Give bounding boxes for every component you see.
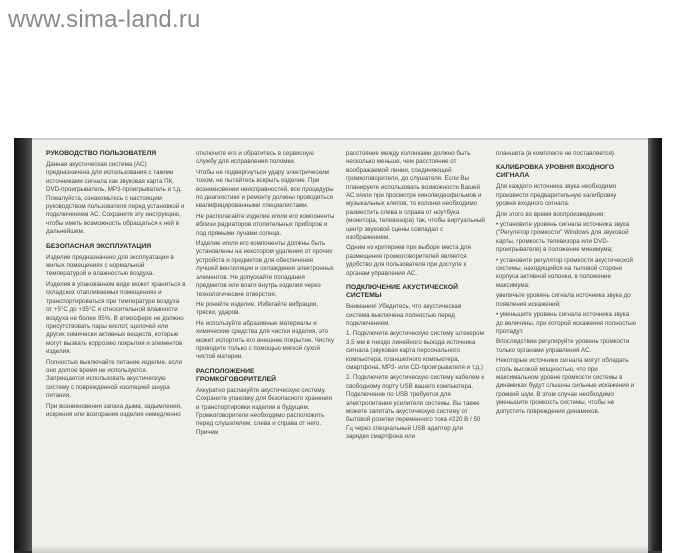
paragraph: Аккуратно распакуйте акустическую систему. Сохраните упаковку для безопасного хранения и транспортировки изделия в будущем. Громкоговорители необходимо расположить перед слушателем, слева и справа от него. Причем <box>196 386 332 436</box>
paragraph: Чтобы не подвергнуться удару электрическим током, не пытайтесь вскрыть изделие. При возникновении неисправностей, все процедуры по диагностике и ремонту должны проводиться квалифицированными специалистами. <box>196 168 334 210</box>
paragraph: • уменьшите уровень сигнала источника звука до величины, при которой искажения полностью пропадут. <box>496 311 636 335</box>
paragraph: • установите уровень сигнала источника звука ("Регулятор громкости" Windows для звуковой карты, громкость телевизора или DVD-проигрывателя) в положение минимума; <box>496 221 630 254</box>
paragraph: Изделие предназначено для эксплуатации в жилых помещениях с нормальной температурой и влажностью воздуха. <box>46 253 174 278</box>
box-bottom-shadow <box>32 545 648 553</box>
paragraph: 2. Подключите акустическую систему кабелем к свободному порту USB вашего компьютера. Подключение по USB требуется для электропитания усилителя системы. Вы также можете запитать акустическую систему от бытовой розетки переменного тока #220 В / 50 Гц через специальный USB адаптер для зарядки смартфона или <box>346 374 485 441</box>
section-heading: КАЛИБРОВКА УРОВНЯ ВХОДНОГО СИГНАЛА <box>496 164 615 180</box>
paragraph: 1. Подключите акустическую систему штекером 3,5 мм в гнездо линейного выхода источника сигнала (звуковая карта персонального компьютера, планшетного компьютера, смартфона, MP3- или CD-проигрывателя и т.д.) <box>346 330 484 371</box>
paragraph: Одним из критериев при выборе места для размещения громкоговорителей является удобство для пользователя при доступе к органам управления АС. <box>346 244 471 277</box>
column-3 <box>346 150 486 550</box>
watermark-text: www.sima-land.ru <box>8 6 201 33</box>
paragraph: Полностью выключайте питание изделие, если оно долгое время не используется. Запрещается использовать акустическую систему с поврежденной изоляцией шнура питания. <box>46 358 182 400</box>
paragraph: Изделия в упакованном виде может храниться в складских отапливаемых помещениях и транспортироваться при температуре воздуха от +5°С до +35°С и относительной влажности воздуха не более 95%. В атмосфере не должно присутствовать пары кислот, щелочей или других химически активных веществ, которые могут вызвать коррозию покрытия и элементов изделия. <box>46 280 186 356</box>
paragraph: расстояние между колонками должно быть несколько меньше, чем расстояние от воображаемой линии, соединяющей громкоговорители, до слушателя. Если Вы планируете использовать возможности Вашей АС и/или при просмотре кино/видеофильмов и музыкальных клипов, то колонки необходимо разместить слева и справа от ноутбука (монитора, телевизора) так, чтобы виртуальный центр звуковой сцены совпадал с изображением. <box>346 150 485 242</box>
paragraph: планшета (в комплекте не поставляется). <box>496 150 616 157</box>
section-heading: РАСПОЛОЖЕНИЕ ГРОМКОГОВОРИТЕЛЕЙ <box>196 367 277 383</box>
paragraph: Не располагайте изделие и/или его компоненты вблизи радиаторов отопительных приборов и под прямыми лучами солнца. <box>196 212 335 237</box>
section-heading: БЕЗОПАСНАЯ ЭКСПЛУАТАЦИЯ <box>46 242 152 250</box>
paragraph: Для этого во время воспроизведения: <box>496 210 606 218</box>
section-heading: ПОДКЛЮЧЕНИЕ АКУСТИЧЕСКОЙ СИСТЕМЫ <box>346 284 459 300</box>
paragraph: увеличьте уровень сигнала источника звука до появления искажений; <box>496 292 631 308</box>
paragraph: Внимание! Убедитесь, что акустическая система выключена полностью перед подключением. <box>346 303 462 327</box>
instruction-columns <box>46 150 636 550</box>
paragraph: Данная акустическая система (АС) предназначена для использования с такими источниками сигнала как звуковая карта ПК, DVD-проигрыватель, MP3-проигрыватель и т.д. Пожалуйста, ознакомьтесь с настоящим руководством пользователя перед установкой и подключением АС. Сохраните эту инструкцию, чтобы иметь возможность обращаться к ней в дальнейшем. <box>46 161 185 236</box>
column-4 <box>496 150 636 550</box>
paragraph: При возникновении запаха дыма, задымления, искрения или возгорания изделия немедленно <box>46 402 182 418</box>
section-heading: РУКОВОДСТВО ПОЛЬЗОВАТЕЛЯ <box>46 150 157 157</box>
paragraph: отключите его и обратитесь в сервисную службу для исправления поломки. <box>196 150 314 166</box>
paragraph: Впоследствии регулируйте уровень громкости только органами управления АС. <box>496 338 630 354</box>
paragraph: Для каждого источника звука необходимо произвести предварительную калибровку уровня входного сигнала. <box>496 183 617 208</box>
column-2 <box>196 150 336 550</box>
paragraph: Некоторые источники сигнала могут обладать столь высокой мощностью, что при максимальном уровне громкости системы в динамиках будут слышны сильные искажения и громкий шум. В этом случае необходимо уменьшите громкость системы, чтобы не допустить повреждения динамиков. <box>496 357 635 415</box>
column-1 <box>46 150 186 550</box>
paragraph: Не роняйте изделие. Избегайте вибрации, тряски, ударов. <box>196 300 319 317</box>
box-panel <box>14 138 662 553</box>
paragraph: Изделие и/или его компоненты должны быть установлены на некотором удалении от прочих устройств и предметов для обеспечения лучшей вентиляции и охлаждения электронных элементов. Не допускайте попадания предметов или влаги внутрь изделия через технологические отверстия. <box>196 240 334 298</box>
paragraph: • установите регулятор громкости акустической системы, находящийся на тыловой стороне корпуса активной колонки, в положение максимума; <box>496 256 633 289</box>
paragraph: Не используйте абразивные материалы и химические средства для чистки изделия, это может испортить его внешнее покрытие. Чистку проводите только с помощью мягкой сухой чистой материи. <box>196 319 335 361</box>
